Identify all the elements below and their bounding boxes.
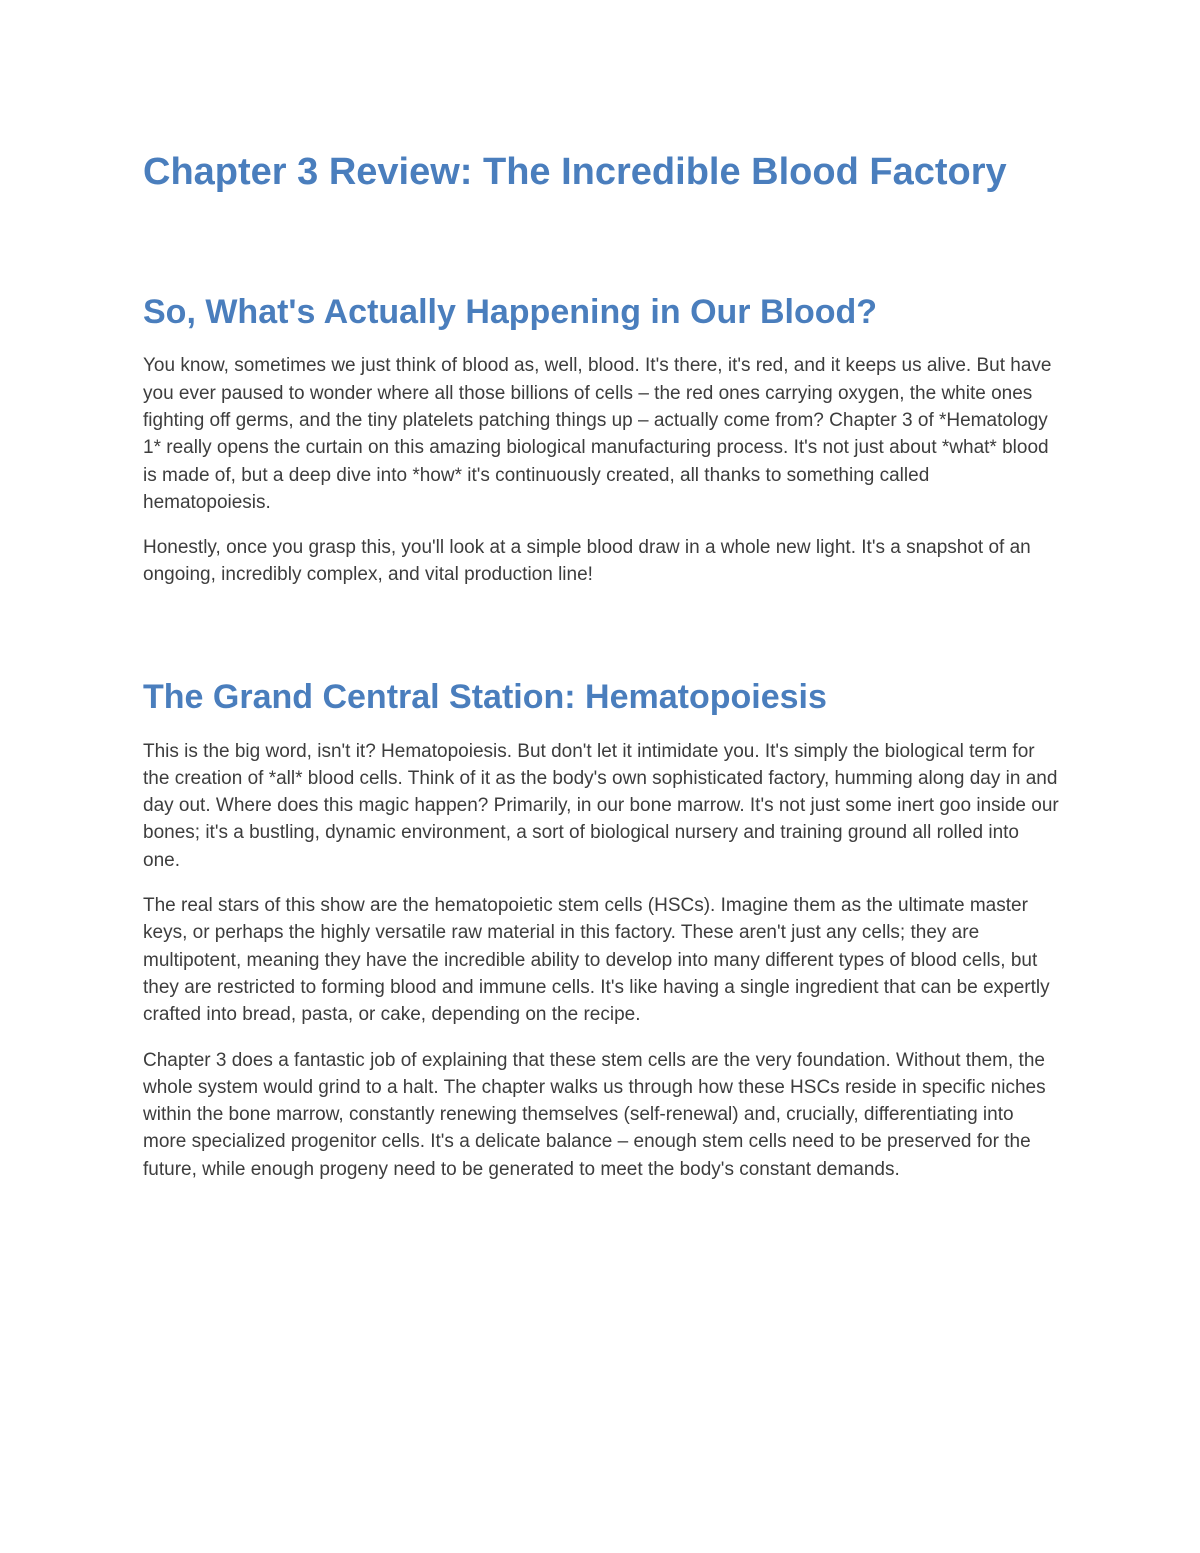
paragraph: This is the big word, isn't it? Hematopoiesis. But don't let it intimidate you. It's simply the biological term for the creation of *all* blood cells. Think of it as the body's own sophisticated factory, humming along day in and day out. Where does this magic happen? Primarily, in our bone marrow. It's not just some inert goo inside our bones; it's a bustling, dynamic environment, a sort of biological nursery and training ground all rolled into one. [143, 740, 1059, 871]
paragraph: The real stars of this show are the hematopoietic stem cells (HSCs). Imagine them as the ultimate master keys, or perhaps the highly versatile raw material in this factory. These aren't just any cells; they are multipotent, meaning they have the incredible ability to develop into many different types of blood cells, but they are restricted to forming blood and immune cells. It's like having a single ingredient that can be expertly crafted into bread, pasta, or cake, depending on the recipe. [143, 895, 1050, 1026]
paragraph: Chapter 3 does a fantastic job of explaining that these stem cells are the very foundation. Without them, the whole system would grind to a halt. The chapter walks us through how these HSCs reside in specific niches within the bone marrow, constantly renewing themselves (self-renewal) and, crucially, differentiating into more specialized progenitor cells. It's a delicate balance – enough stem cells need to be preserved for the future, while enough progeny need to be generated to meet the body's constant demands. [143, 1049, 1046, 1180]
paragraph: You know, sometimes we just think of blood as, well, blood. It's there, it's red, and it keeps us alive. But have you ever paused to wonder where all those billions of cells – the red ones carrying oxygen, the white ones fighting off germs, and the tiny platelets patching things up – actually come from? Chapter 3 of *Hematology 1* really opens the curtain on this amazing biological manufacturing process. It's not just about *what* blood is made of, but a deep dive into *how* it's continuously created, all thanks to something called hematopoiesis. [143, 355, 1052, 513]
document-title: Chapter 3 Review: The Incredible Blood Factory [143, 151, 1007, 193]
section-hematopoiesis [143, 677, 1060, 1183]
paragraph: Honestly, once you grasp this, you'll look at a simple blood draw in a whole new light. It's a snapshot of an ongoing, incredibly complex, and vital production line! [143, 537, 1031, 586]
section-heading: So, What's Actually Happening in Our Blood? [143, 292, 878, 331]
section-heading: The Grand Central Station: Hematopoiesis [143, 677, 827, 716]
section-whats-happening [143, 292, 1060, 589]
